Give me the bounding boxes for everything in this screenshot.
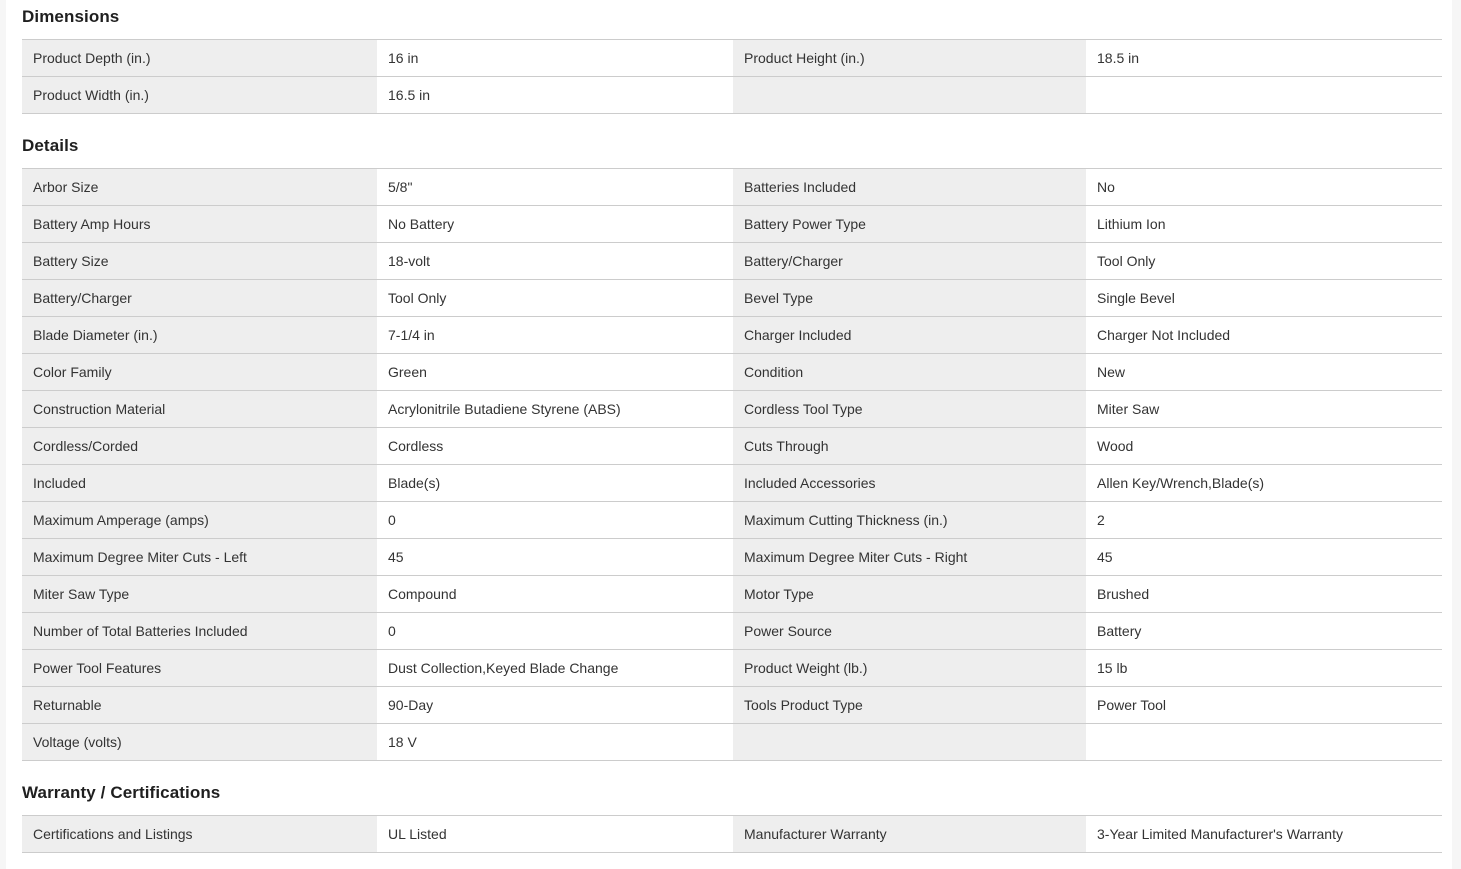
spec-label: Cordless Tool Type — [733, 391, 1086, 427]
spec-label: Arbor Size — [22, 169, 377, 205]
spec-value: Tool Only — [1097, 253, 1156, 269]
spec-label: Product Depth (in.) — [22, 40, 377, 76]
spec-label: Tools Product Type — [733, 687, 1086, 723]
spec-value: Miter Saw — [1097, 401, 1160, 417]
spec-section — [22, 136, 1442, 761]
spec-label: Construction Material — [22, 391, 377, 427]
spec-label: Product Height (in.) — [733, 40, 1086, 76]
spec-value: 16 in — [388, 50, 419, 66]
spec-section — [22, 7, 1442, 114]
spec-label: Bevel Type — [733, 280, 1086, 316]
spec-label: Maximum Degree Miter Cuts - Right — [733, 539, 1086, 575]
spec-label: Product Weight (lb.) — [733, 650, 1086, 686]
spec-label: Charger Included — [733, 317, 1086, 353]
spec-row — [22, 77, 1442, 114]
spec-value: 16.5 in — [388, 87, 431, 103]
spec-table — [22, 815, 1442, 853]
spec-label — [733, 77, 1086, 113]
spec-label: Manufacturer Warranty — [733, 816, 1086, 852]
spec-value: 18-volt — [388, 253, 431, 269]
spec-value: Acrylonitrile Butadiene Styrene (ABS) — [388, 401, 621, 417]
spec-label — [733, 724, 1086, 760]
spec-value: 2 — [1097, 512, 1105, 528]
spec-row — [22, 724, 1442, 761]
spec-value: Green — [388, 364, 427, 380]
spec-label: Included Accessories — [733, 465, 1086, 501]
spec-row — [22, 650, 1442, 687]
spec-value: 0 — [388, 623, 396, 639]
spec-row — [22, 354, 1442, 391]
spec-label: Battery Size — [22, 243, 377, 279]
spec-label: Included — [22, 465, 377, 501]
spec-row — [22, 317, 1442, 354]
spec-table — [22, 39, 1442, 114]
spec-value: New — [1097, 364, 1126, 380]
spec-label: Maximum Degree Miter Cuts - Left — [22, 539, 377, 575]
spec-value: Single Bevel — [1097, 290, 1175, 306]
spec-row — [22, 687, 1442, 724]
spec-value: Battery — [1097, 623, 1142, 639]
spec-value: 18 V — [388, 734, 417, 750]
spec-value: Charger Not Included — [1097, 327, 1231, 343]
spec-value — [1086, 77, 1442, 113]
spec-value: 3-Year Limited Manufacturer's Warranty — [1097, 826, 1343, 842]
spec-label: Maximum Amperage (amps) — [22, 502, 377, 538]
spec-value: 90-Day — [388, 697, 434, 713]
spec-label: Battery Amp Hours — [22, 206, 377, 242]
spec-value: Lithium Ion — [1097, 216, 1166, 232]
spec-label: Battery/Charger — [22, 280, 377, 316]
spec-label: Product Width (in.) — [22, 77, 377, 113]
spec-label: Miter Saw Type — [22, 576, 377, 612]
spec-label: Blade Diameter (in.) — [22, 317, 377, 353]
spec-label: Condition — [733, 354, 1086, 390]
spec-label: Cuts Through — [733, 428, 1086, 464]
spec-row — [22, 816, 1442, 853]
spec-label: Voltage (volts) — [22, 724, 377, 760]
spec-value: 45 — [388, 549, 404, 565]
spec-label: Motor Type — [733, 576, 1086, 612]
spec-label: Number of Total Batteries Included — [22, 613, 377, 649]
section-title: Details — [22, 136, 79, 155]
spec-value: Allen Key/Wrench,Blade(s) — [1097, 475, 1265, 491]
spec-value: Tool Only — [388, 290, 447, 306]
spec-value: 18.5 in — [1097, 50, 1140, 66]
spec-label: Power Source — [733, 613, 1086, 649]
specifications-panel — [6, 7, 1442, 853]
spec-value: Dust Collection,Keyed Blade Change — [388, 660, 619, 676]
spec-value: 15 lb — [1097, 660, 1128, 676]
spec-label: Cordless/Corded — [22, 428, 377, 464]
spec-value: Cordless — [388, 438, 444, 454]
spec-row — [22, 539, 1442, 576]
spec-label: Returnable — [22, 687, 377, 723]
spec-value: 7-1/4 in — [388, 327, 435, 343]
spec-value: No — [1097, 179, 1115, 195]
spec-row — [22, 243, 1442, 280]
spec-row — [22, 280, 1442, 317]
spec-row — [22, 502, 1442, 539]
spec-value: Compound — [388, 586, 457, 602]
spec-value: Brushed — [1097, 586, 1150, 602]
spec-value: Blade(s) — [388, 475, 441, 491]
spec-row — [22, 40, 1442, 77]
spec-row — [22, 206, 1442, 243]
spec-label: Power Tool Features — [22, 650, 377, 686]
specifications-tab-content — [6, 0, 1452, 869]
spec-value: 5/8" — [388, 179, 413, 195]
spec-row — [22, 576, 1442, 613]
spec-section — [22, 783, 1442, 853]
spec-row — [22, 613, 1442, 650]
spec-value: UL Listed — [388, 826, 447, 842]
spec-row — [22, 391, 1442, 428]
spec-value: No Battery — [388, 216, 455, 232]
spec-row — [22, 428, 1442, 465]
spec-label: Certifications and Listings — [22, 816, 377, 852]
spec-label: Battery Power Type — [733, 206, 1086, 242]
spec-label: Maximum Cutting Thickness (in.) — [733, 502, 1086, 538]
spec-row — [22, 465, 1442, 502]
section-title: Dimensions — [22, 7, 120, 26]
spec-value: 45 — [1097, 549, 1113, 565]
spec-label: Color Family — [22, 354, 377, 390]
section-title: Warranty / Certifications — [22, 783, 221, 802]
spec-table — [22, 168, 1442, 761]
spec-value: Power Tool — [1097, 697, 1167, 713]
spec-value: 0 — [388, 512, 396, 528]
spec-value: Wood — [1097, 438, 1134, 454]
spec-label: Battery/Charger — [733, 243, 1086, 279]
spec-row — [22, 169, 1442, 206]
spec-value — [1086, 724, 1442, 760]
spec-label: Batteries Included — [733, 169, 1086, 205]
